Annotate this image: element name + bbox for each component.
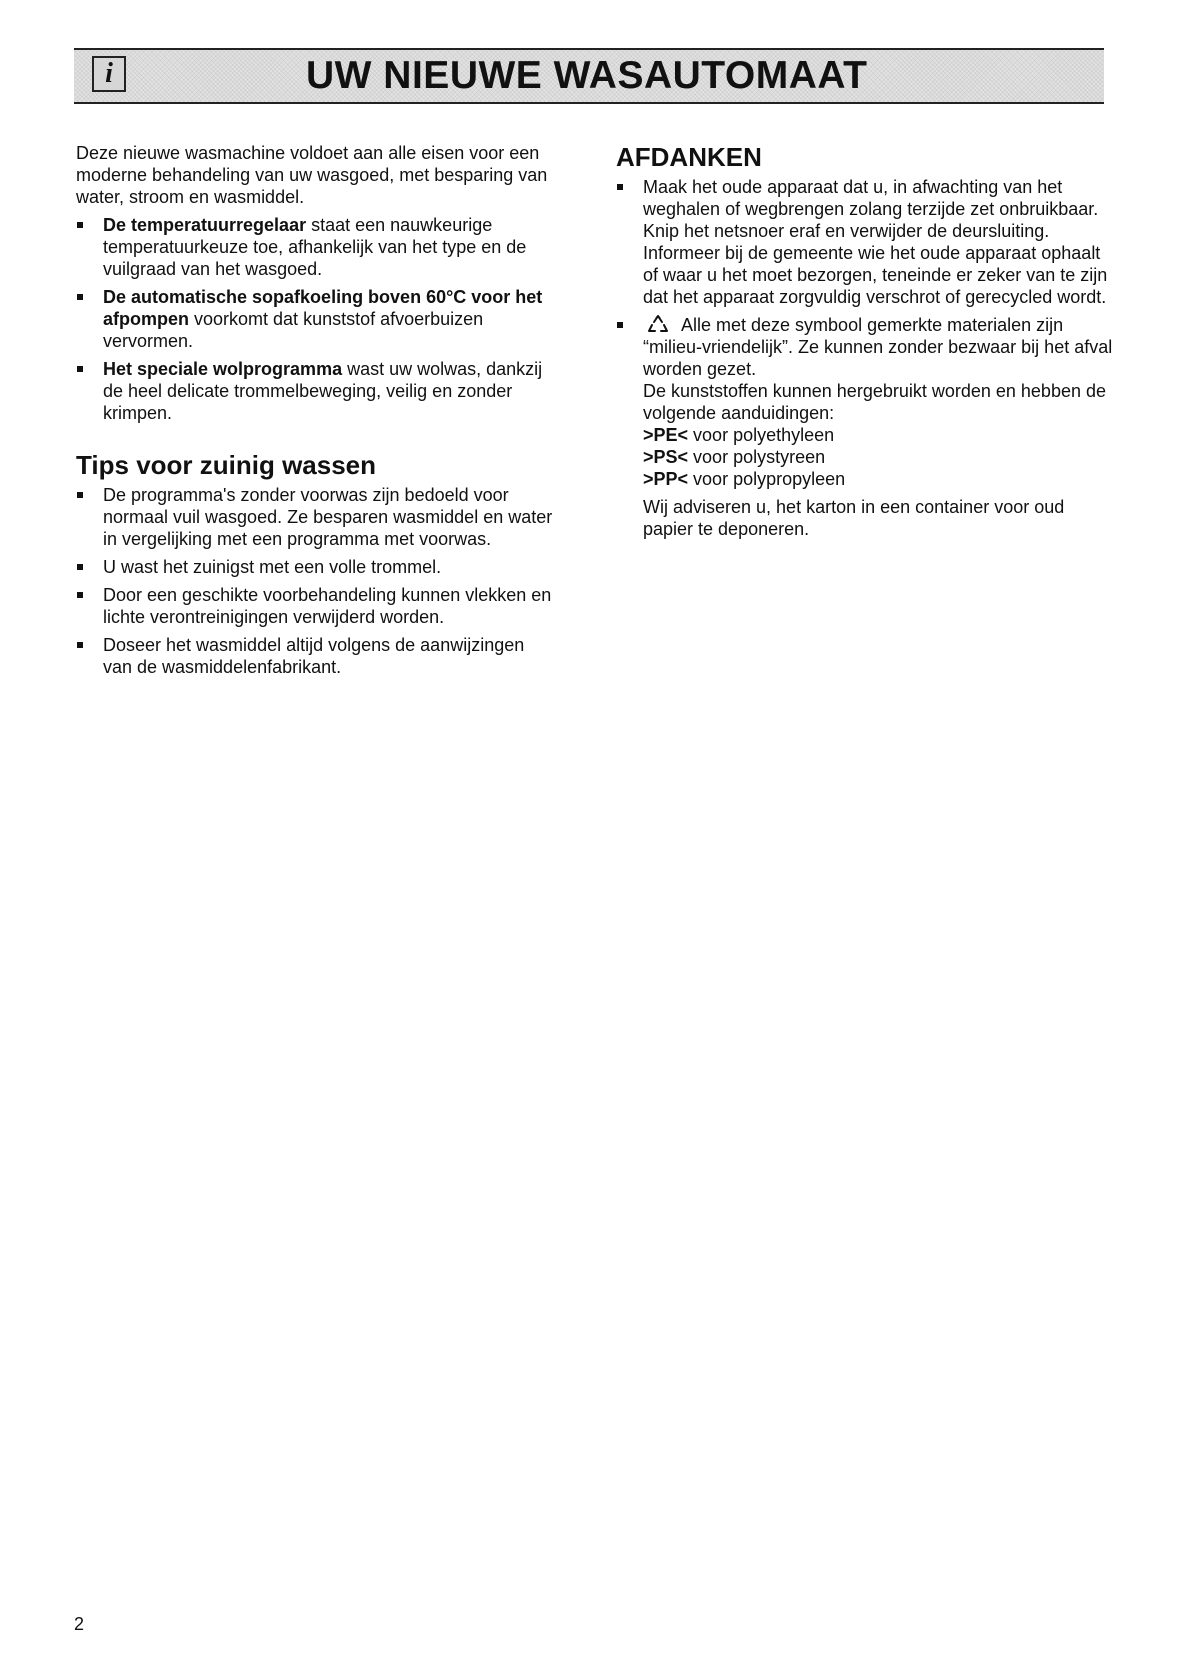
list-item: [616, 176, 1116, 308]
afdanken-heading: AFDANKEN: [616, 142, 762, 172]
page-number: 2: [74, 1614, 85, 1634]
feature-list: [76, 214, 556, 424]
list-item: [76, 634, 556, 678]
bullet-icon: [77, 222, 83, 228]
closing-text: Wij adviseren u, het karton in een container voor oud papier te deponeren.: [643, 497, 1065, 539]
bullet-icon: [77, 294, 83, 300]
tip-text: De programma's zonder voorwas zijn bedoeld voor normaal vuil wasgoed. Ze besparen wasmiddel en water in vergelijking met een programma met voorwas.: [103, 485, 553, 549]
list-item: [76, 584, 556, 628]
list-item: [76, 556, 556, 578]
bullet-icon: [77, 642, 83, 648]
recycle-icon: [647, 314, 669, 334]
title-banner: [74, 48, 1104, 104]
bullet-icon: [617, 322, 623, 328]
code-label: voor polypropyleen: [688, 469, 846, 489]
feature-bold: De temperatuurregelaar: [103, 215, 307, 235]
tip-text: Doseer het wasmiddel altijd volgens de aanwijzingen van de wasmiddelenfabrikant.: [103, 635, 525, 677]
list-item: [76, 358, 556, 424]
tips-list: [76, 484, 556, 678]
list-item: [76, 214, 556, 280]
info-icon: [92, 56, 126, 92]
intro-paragraph: Deze nieuwe wasmachine voldoet aan alle eisen voor een moderne behandeling van uw wasgoed, met besparing van water, stroom en wasmiddel.: [76, 143, 548, 207]
page-title: UW NIEUWE WASAUTOMAAT: [306, 54, 868, 97]
code-label: voor polyethyleen: [688, 425, 835, 445]
feature-text: staat een nauwkeurige temperatuurkeuze toe, afhankelijk van het type en de vuilgraad van het wasgoed.: [103, 215, 527, 279]
code-line: [643, 446, 1116, 468]
bullet-icon: [617, 184, 623, 190]
code: >PP<: [643, 469, 689, 489]
bullet-icon: [77, 592, 83, 598]
tip-text: Door een geschikte voorbehandeling kunnen vlekken en lichte verontreinigingen verwijderd worden.: [103, 585, 552, 627]
right-column: [616, 142, 1116, 546]
code-label: voor polystyreen: [688, 447, 826, 467]
disposal-list: [616, 176, 1116, 540]
code: >PS<: [643, 447, 689, 467]
info-icon-letter: i: [105, 58, 113, 89]
left-column: [76, 142, 556, 684]
feature-bold: Het speciale wolprogramma: [103, 359, 343, 379]
code-line: [643, 468, 1116, 490]
code: >PE<: [643, 425, 689, 445]
list-item: [616, 314, 1116, 540]
feature-text: wast uw wolwas, dankzij de heel delicate trommelbeweging, veilig en zonder krimpen.: [103, 359, 543, 423]
bullet-icon: [77, 564, 83, 570]
plastic-codes: [643, 424, 1116, 490]
disposal-text: Maak het oude apparaat dat u, in afwachting van het weghalen of wegbrengen zolang terzijde zet onbruikbaar. Knip het netsnoer eraf en verwijder de deursluiting. Informeer bij de gemeente wie het oude apparaat ophaalt of waar u het moet bezorgen, teneinde er zeker van te zijn dat het apparaat zorgvuldig verschrot of gerecycled wordt.: [643, 177, 1108, 307]
feature-text: voorkomt dat kunststof afvoerbuizen vervormen.: [103, 309, 484, 351]
list-item: [76, 286, 556, 352]
recycle-text: Alle met deze symbool gemerkte materialen zijn “milieu-vriendelijk”. Ze kunnen zonder bezwaar bij het afval worden gezet.: [643, 315, 1113, 379]
feature-bold: De automatische sopafkoeling boven 60°C voor het afpompen: [103, 287, 543, 329]
recycle-text-2: De kunststoffen kunnen hergebruikt worden en hebben de volgende aanduidingen:: [643, 381, 1106, 423]
list-item: [76, 484, 556, 550]
bullet-icon: [77, 492, 83, 498]
tip-text: U wast het zuinigst met een volle trommel.: [103, 557, 442, 577]
code-line: [643, 424, 1116, 446]
bullet-icon: [77, 366, 83, 372]
tips-heading: Tips voor zuinig wassen: [76, 450, 377, 480]
